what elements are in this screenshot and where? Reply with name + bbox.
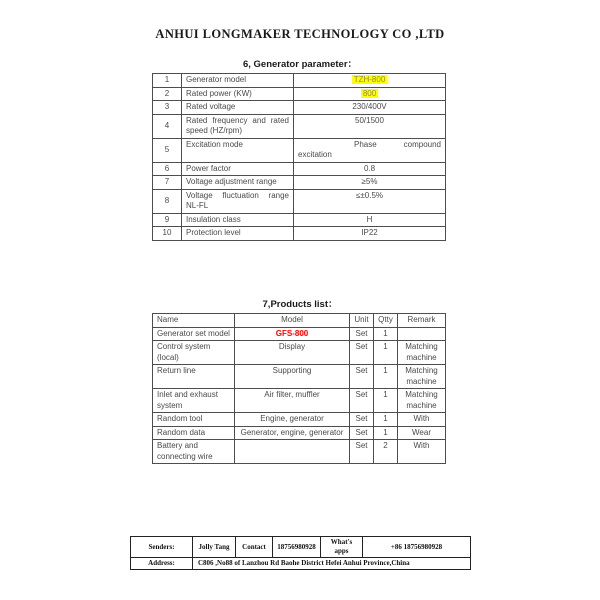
param-no: 6 xyxy=(153,162,182,176)
senders-label: Senders: xyxy=(131,537,193,558)
param-name: Protection level xyxy=(182,227,294,241)
product-qty: 1 xyxy=(374,365,398,389)
table-row xyxy=(153,227,446,241)
generator-parameter-table xyxy=(152,73,446,241)
senders-value: Jolly Tang xyxy=(193,537,236,558)
param-no: 2 xyxy=(153,87,182,101)
param-name: Excitation mode xyxy=(182,138,294,162)
footer-row-address xyxy=(131,558,471,570)
product-model: Display xyxy=(235,341,350,365)
header-model: Model xyxy=(235,314,350,328)
param-no: 4 xyxy=(153,114,182,138)
excitation-line2: excitation xyxy=(298,150,332,159)
param-value: IP22 xyxy=(294,227,446,241)
header-unit: Unit xyxy=(350,314,374,328)
product-model: Supporting xyxy=(235,365,350,389)
product-name: Battery and connecting wire xyxy=(153,440,235,464)
param-name: Rated voltage xyxy=(182,101,294,115)
table-row xyxy=(153,389,446,413)
param-value: H xyxy=(294,213,446,227)
product-name: Random data xyxy=(153,426,235,440)
product-unit: Set xyxy=(350,413,374,427)
table-row xyxy=(153,74,446,88)
whatsapp-label: What's apps xyxy=(321,537,363,558)
param-value xyxy=(294,138,446,162)
table-row xyxy=(153,138,446,162)
param-name: Insulation class xyxy=(182,213,294,227)
product-name: Random tool xyxy=(153,413,235,427)
product-name: Inlet and exhaust system xyxy=(153,389,235,413)
table-row xyxy=(153,341,446,365)
header-remark: Remark xyxy=(398,314,446,328)
param-no: 8 xyxy=(153,189,182,213)
contact-footer-table xyxy=(130,536,471,570)
table-row xyxy=(153,101,446,115)
header-qty: Qtty xyxy=(374,314,398,328)
param-value: ≤±0.5% xyxy=(294,189,446,213)
product-model: Air filter, muffler xyxy=(235,389,350,413)
table-row xyxy=(153,327,446,341)
param-value: 0.8 xyxy=(294,162,446,176)
footer-row-contacts xyxy=(131,537,471,558)
product-qty: 1 xyxy=(374,426,398,440)
product-unit: Set xyxy=(350,341,374,365)
excitation-line1 xyxy=(354,140,441,151)
table-row xyxy=(153,426,446,440)
param-name: Rated power (KW) xyxy=(182,87,294,101)
product-unit: Set xyxy=(350,426,374,440)
param-name: Rated frequency and rated speed (HZ/rpm) xyxy=(182,114,294,138)
products-section-title: 7,Products list： xyxy=(262,299,338,310)
product-remark xyxy=(398,327,446,341)
product-name: Control system (local) xyxy=(153,341,235,365)
table-header-row xyxy=(153,314,446,328)
product-unit: Set xyxy=(350,365,374,389)
product-qty: 1 xyxy=(374,413,398,427)
table-row xyxy=(153,189,446,213)
product-remark: Wear xyxy=(398,426,446,440)
contact-label: Contact xyxy=(236,537,273,558)
table-row xyxy=(153,413,446,427)
param-no: 9 xyxy=(153,213,182,227)
product-model: Engine, generator xyxy=(235,413,350,427)
param-no: 10 xyxy=(153,227,182,241)
table-row xyxy=(153,213,446,227)
param-value: ≥5% xyxy=(294,176,446,190)
product-model xyxy=(235,440,350,464)
param-value xyxy=(294,74,446,88)
param-value: 230/400V xyxy=(294,101,446,115)
product-name: Generator set model xyxy=(153,327,235,341)
generator-section-title: 6, Generator parameter： xyxy=(242,59,358,70)
product-unit: Set xyxy=(350,389,374,413)
param-name: Power factor xyxy=(182,162,294,176)
product-qty: 1 xyxy=(374,327,398,341)
table-row xyxy=(153,114,446,138)
product-qty: 2 xyxy=(374,440,398,464)
product-qty: 1 xyxy=(374,389,398,413)
param-no: 1 xyxy=(153,74,182,88)
product-model: Generator, engine, generator xyxy=(235,426,350,440)
product-remark: With xyxy=(398,440,446,464)
address-value: C806 ,No88 of Lanzhou Rd Baohe District Hefei Anhui Province,China xyxy=(193,558,471,570)
product-unit: Set xyxy=(350,327,374,341)
whatsapp-value: +86 18756980928 xyxy=(363,537,471,558)
param-no: 3 xyxy=(153,101,182,115)
contact-value: 18756980928 xyxy=(273,537,321,558)
param-value: 50/1500 xyxy=(294,114,446,138)
excitation-word-left: Phase xyxy=(354,139,377,149)
company-title: ANHUI LONGMAKER TECHNOLOGY CO ,LTD xyxy=(155,27,445,41)
product-name: Return line xyxy=(153,365,235,389)
table-row xyxy=(153,87,446,101)
product-qty: 1 xyxy=(374,341,398,365)
table-row xyxy=(153,176,446,190)
product-remark: Matching machine xyxy=(398,341,446,365)
param-no: 5 xyxy=(153,138,182,162)
param-name: Generator model xyxy=(182,74,294,88)
product-remark: Matching machine xyxy=(398,389,446,413)
param-value xyxy=(294,87,446,101)
header-name: Name xyxy=(153,314,235,328)
table-row xyxy=(153,440,446,464)
highlighted-value: 800 xyxy=(362,88,377,98)
param-no: 7 xyxy=(153,176,182,190)
param-name: Voltage fluctuation range NL-FL xyxy=(182,189,294,213)
product-unit: Set xyxy=(350,440,374,464)
param-name: Voltage adjustment range xyxy=(182,176,294,190)
address-label: Address: xyxy=(131,558,193,570)
table-row xyxy=(153,162,446,176)
table-row xyxy=(153,365,446,389)
products-list-table xyxy=(152,313,446,464)
highlighted-value: TZH-800 xyxy=(353,75,386,84)
product-remark: Matching machine xyxy=(398,365,446,389)
excitation-word-right: compound xyxy=(403,139,441,149)
product-model: GFS-800 xyxy=(235,327,350,341)
product-remark: With xyxy=(398,413,446,427)
